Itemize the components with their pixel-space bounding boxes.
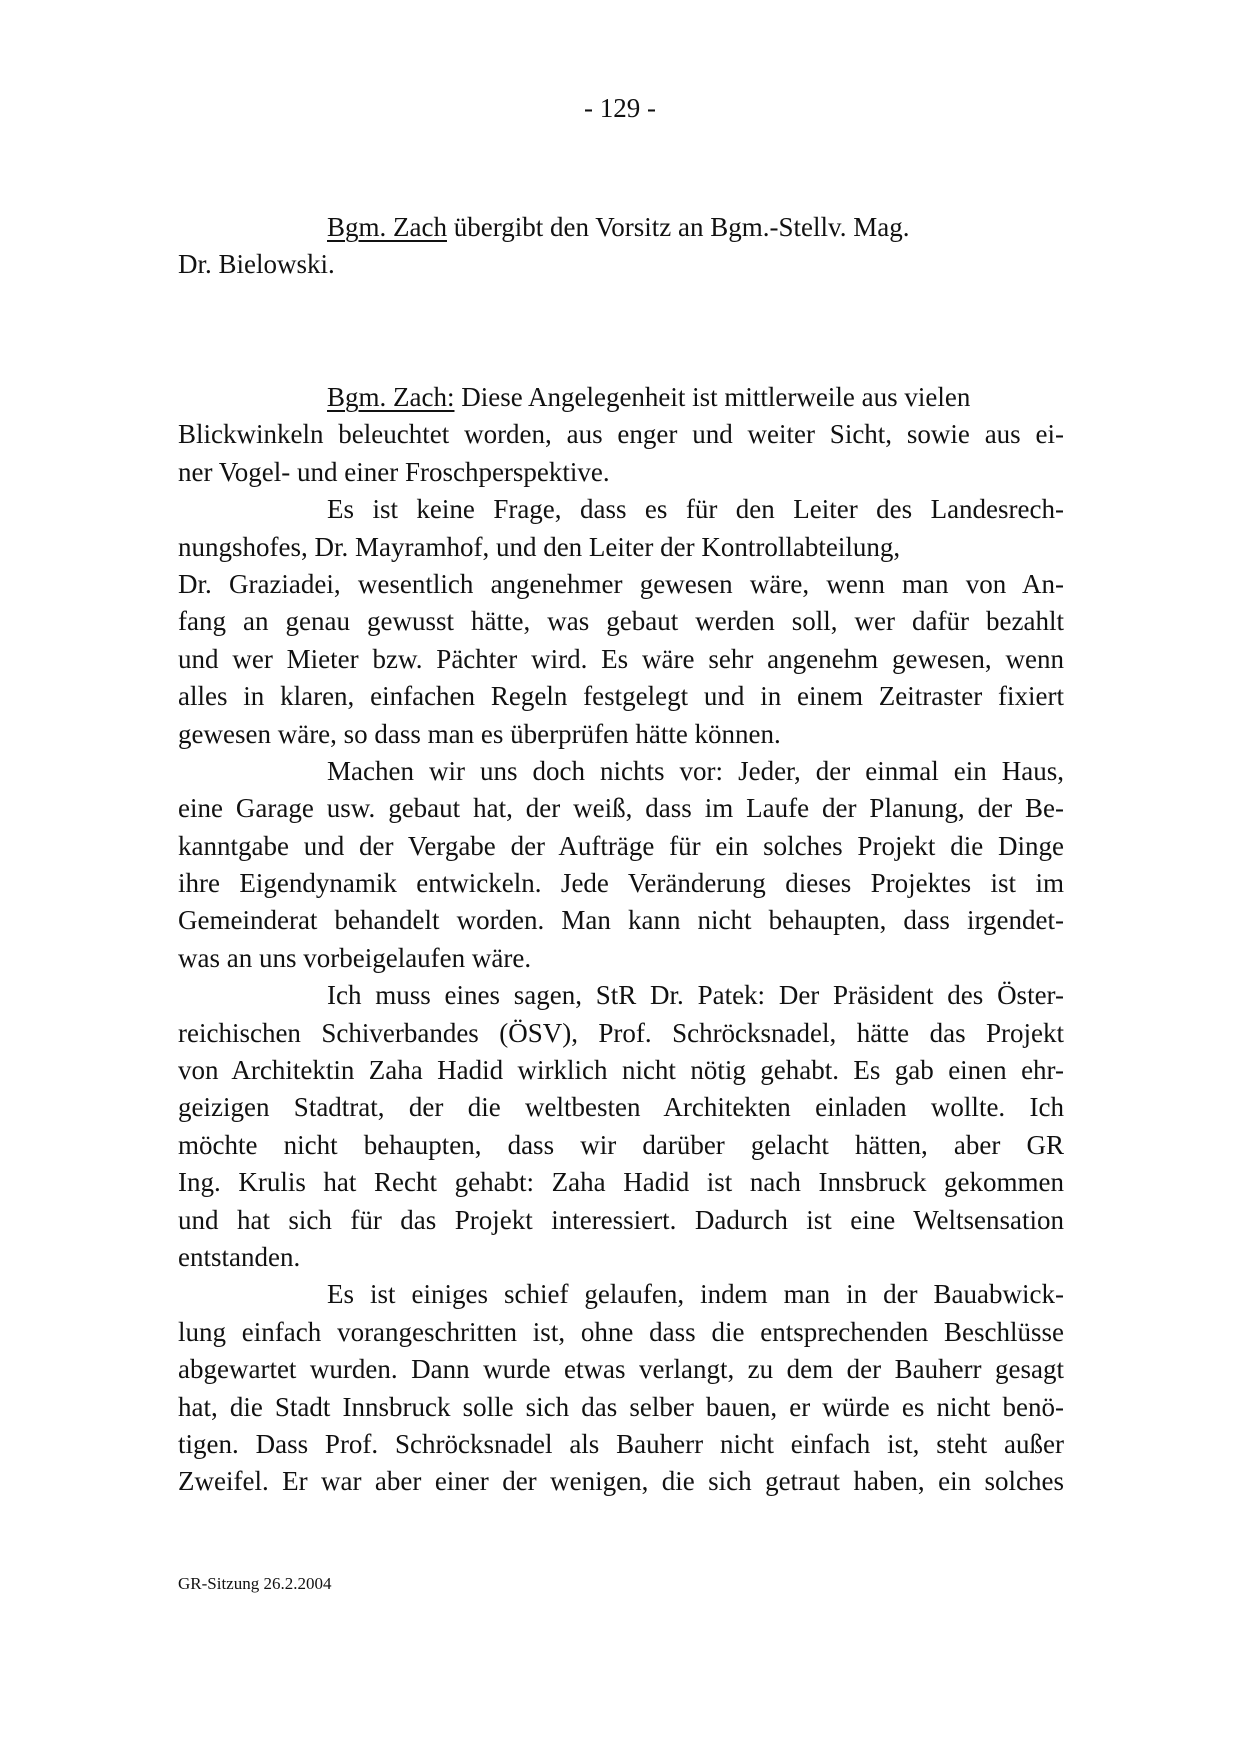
paragraph-line: entstanden. xyxy=(178,1241,301,1272)
paragraph-line: Ing. Krulis hat Recht gehabt: Zaha Hadid ist nach Innsbruck gekommen xyxy=(178,1167,1064,1198)
paragraph-line xyxy=(178,209,1064,246)
paragraph-line: abgewartet wurden. Dann wurde etwas verlangt, zu dem der Bauherr gesagt xyxy=(178,1354,1064,1385)
paragraph-line: eine Garage usw. gebaut hat, der weiß, dass im Laufe der Planung, der Be- xyxy=(178,793,1064,824)
paragraph-line: Es ist keine Frage, dass es für den Leiter des Landesrech- xyxy=(327,494,1064,525)
paragraph-line: und hat sich für das Projekt interessiert. Dadurch ist eine Weltsensation xyxy=(178,1204,1064,1235)
section-speech xyxy=(178,379,1064,1501)
paragraph-line xyxy=(178,379,1064,416)
paragraph-line: Blickwinkeln beleuchtet worden, aus enger und weiter Sicht, sowie aus ei- xyxy=(178,419,1064,450)
paragraph-line: Dr. Graziadei, wesentlich angenehmer gewesen wäre, wenn man von An- xyxy=(178,568,1064,599)
section-handover xyxy=(178,209,1064,284)
paragraph-line: kanntgabe und der Vergabe der Aufträge für ein solches Projekt die Dinge xyxy=(178,830,1064,861)
page-number: - 129 - xyxy=(584,93,656,123)
speaker-name: Bgm. Zach xyxy=(327,212,447,242)
paragraph-line: ner Vogel- und einer Froschperspektive. xyxy=(178,456,610,487)
line-text: Diese Angelegenheit ist mittlerweile aus vielen xyxy=(454,382,971,412)
paragraph-line: hat, die Stadt Innsbruck solle sich das selber bauen, er würde es nicht benö- xyxy=(178,1391,1064,1422)
line-text: übergibt den Vorsitz an Bgm.-Stellv. Mag. xyxy=(446,212,910,242)
paragraph-line: geizigen Stadtrat, der die weltbesten Architekten einladen wollte. Ich xyxy=(178,1092,1064,1123)
footer-session-date: GR-Sitzung 26.2.2004 xyxy=(178,1574,332,1593)
paragraph-line: Es ist einiges schief gelaufen, indem man in der Bauabwick- xyxy=(327,1279,1064,1310)
paragraph-line: ihre Eigendynamik entwickeln. Jede Veränderung dieses Projektes ist im xyxy=(178,868,1064,899)
paragraph-line: reichischen Schiverbandes (ÖSV), Prof. Schröcksnadel, hätte das Projekt xyxy=(178,1017,1064,1048)
paragraph-line: Machen wir uns doch nichts vor: Jeder, der einmal ein Haus, xyxy=(327,755,1064,786)
paragraph-line: lung einfach vorangeschritten ist, ohne dass die entsprechenden Beschlüsse xyxy=(178,1316,1064,1347)
paragraph-line: Zweifel. Er war aber einer der wenigen, die sich getraut haben, ein solches xyxy=(178,1466,1064,1497)
paragraph-line: Dr. Bielowski. xyxy=(178,249,335,280)
paragraph-line: alles in klaren, einfachen Regeln festgelegt und in einem Zeitraster fixiert xyxy=(178,681,1064,712)
paragraph-line: von Architektin Zaha Hadid wirklich nicht nötig gehabt. Es gab einen ehr- xyxy=(178,1055,1064,1086)
paragraph-line: Ich muss eines sagen, StR Dr. Patek: Der Präsident des Öster- xyxy=(327,980,1064,1011)
paragraph-line: was an uns vorbeigelaufen wäre. xyxy=(178,942,532,973)
paragraph-line: und wer Mieter bzw. Pächter wird. Es wäre sehr angenehm gewesen, wenn xyxy=(178,643,1064,674)
speaker-name: Bgm. Zach: xyxy=(327,382,455,412)
paragraph-line: tigen. Dass Prof. Schröcksnadel als Bauherr nicht einfach ist, steht außer xyxy=(178,1428,1064,1459)
paragraph-line: Gemeinderat behandelt worden. Man kann nicht behaupten, dass irgendet- xyxy=(178,905,1064,936)
paragraph-line: nungshofes, Dr. Mayramhof, und den Leiter der Kontrollabteilung, xyxy=(178,531,901,562)
paragraph-line: möchte nicht behaupten, dass wir darüber gelacht hätten, aber GR xyxy=(178,1129,1064,1160)
paragraph-line: gewesen wäre, so dass man es überprüfen hätte können. xyxy=(178,718,781,749)
paragraph-line: fang an genau gewusst hätte, was gebaut werden soll, wer dafür bezahlt xyxy=(178,606,1064,637)
